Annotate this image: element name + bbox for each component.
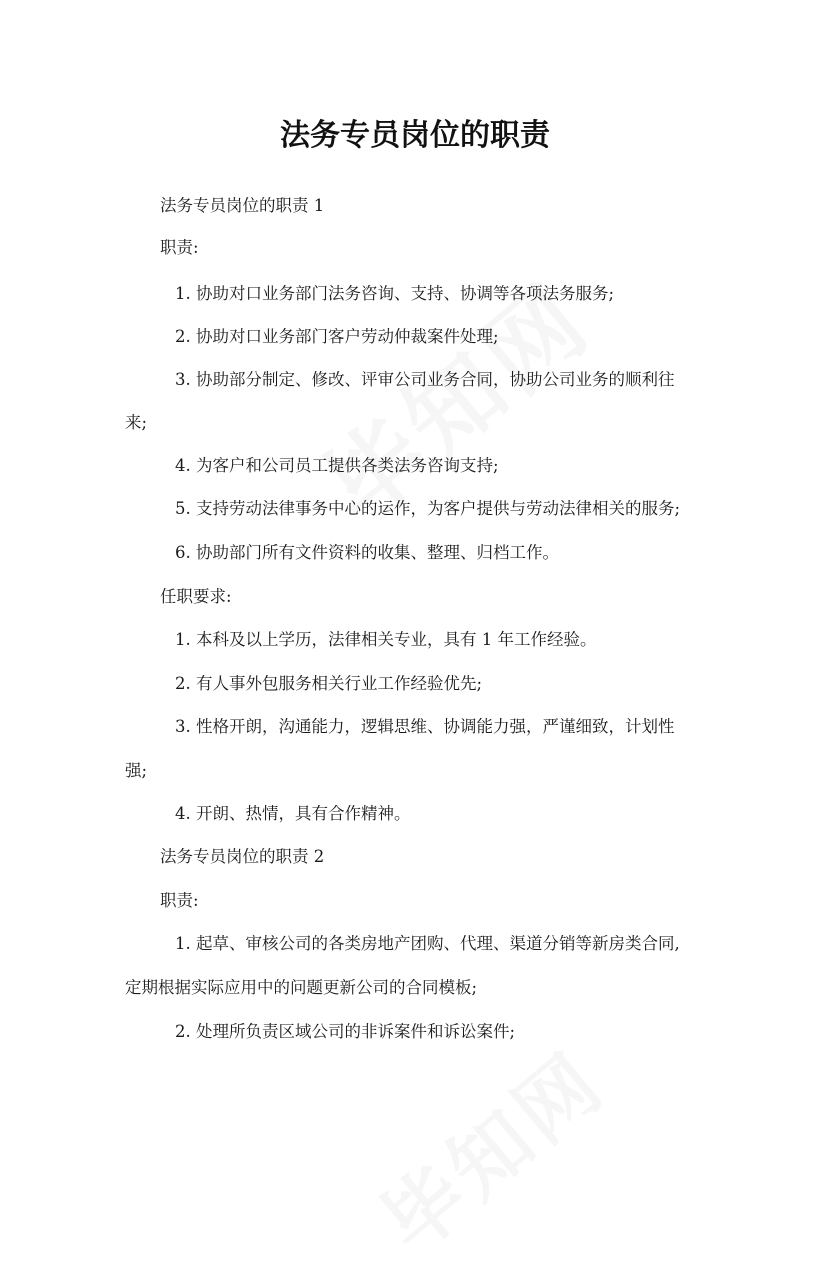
- requirement-item-2: 2. 有人事外包服务相关行业工作经验优先;: [175, 674, 483, 693]
- section-heading-1: 法务专员岗位的职责 1: [160, 196, 325, 215]
- duty2-item-1-continued: 定期根据实际应用中的问题更新公司的合同模板;: [125, 978, 478, 997]
- duty-item-3: 3. 协助部分制定、修改、评审公司业务合同，协助公司业务的顺利往: [175, 370, 675, 389]
- duty-item-5: 5. 支持劳动法律事务中心的运作，为客户提供与劳动法律相关的服务;: [175, 499, 681, 518]
- duty-item-3-continued: 来;: [125, 413, 148, 432]
- subheading-requirements: 任职要求:: [160, 587, 232, 606]
- requirement-item-1: 1. 本科及以上学历，法律相关专业，具有 1 年工作经验。: [175, 630, 597, 649]
- section-heading-2: 法务专员岗位的职责 2: [160, 847, 325, 866]
- subheading-duties-1: 职责:: [160, 238, 199, 257]
- watermark-bottom: [353, 1021, 625, 1274]
- duty2-item-1: 1. 起草、审核公司的各类房地产团购、代理、渠道分销等新房类合同,: [175, 934, 680, 953]
- duty2-item-2: 2. 处理所负责区域公司的非诉案件和诉讼案件;: [175, 1022, 516, 1041]
- duty-item-1: 1. 协助对口业务部门法务咨询、支持、协调等各项法务服务;: [175, 284, 615, 303]
- duty-item-2: 2. 协助对口业务部门客户劳动仲裁案件处理;: [175, 327, 499, 346]
- subheading-duties-2: 职责:: [160, 891, 199, 910]
- duty-item-4: 4. 为客户和公司员工提供各类法务咨询支持;: [175, 456, 499, 475]
- requirement-item-3-continued: 强;: [125, 761, 148, 780]
- duty-item-6: 6. 协助部门所有文件资料的收集、整理、归档工作。: [175, 543, 559, 562]
- requirement-item-4: 4. 开朗、热情，具有合作精神。: [175, 804, 411, 823]
- document-title: 法务专员岗位的职责: [280, 118, 550, 153]
- requirement-item-3: 3. 性格开朗，沟通能力，逻辑思维、协调能力强，严谨细致，计划性: [175, 717, 675, 736]
